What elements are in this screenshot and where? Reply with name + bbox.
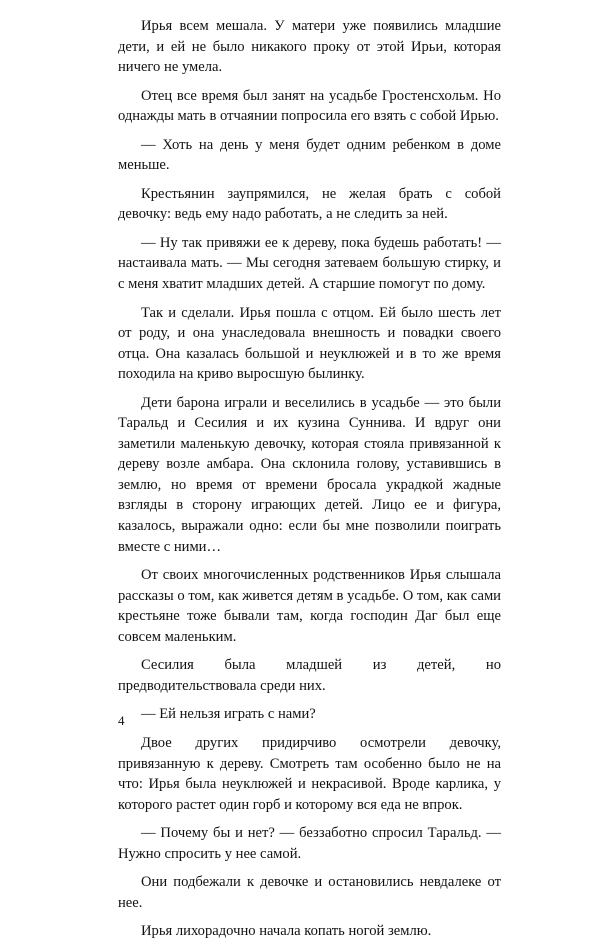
paragraph-6: Так и сделали. Ирья пошла с отцом. Ей было шесть лет от роду, и она унаследовала внешность и повадки своего отца. Она казалась большой и неуклюжей и в то же время походила на криво выросшую былинку. (118, 304, 501, 383)
paragraph-13: Они подбежали к девочке и остановились невдалеке от нее. (118, 874, 501, 911)
paragraph-7: Дети барона играли и веселились в усадьбе — это были Таральд и Сесилия и их кузина Суннива. И вдруг они заметили маленькую девочку, которая стояла привязанной к дереву возле амбара. Она склонила голову, уставившись в землю, но время от времени бросала украдкой жадные взгляды в сторону играющих детей. Лицо ее и фигура, казалось, выражали одно: если бы мне позволили поиграть вместе с ними… (118, 394, 501, 555)
paragraph-9: Сесилия была младшей из детей, но предводительствовала среди них. (118, 657, 501, 694)
paragraph-1: Ирья всем мешала. У матери уже появились младшие дети, и ей не было никакого проку от этой Ирьи, которая ничего не умела. (118, 18, 501, 76)
paragraph-2: Отец все время был занят на усадьбе Гростенсхольм. Но однажды мать в отчаянии попросила его взять с собой Ирью. (118, 87, 501, 125)
paragraph-12: — Почему бы и нет? — беззаботно спросил Таральд. — Нужно спросить у нее самой. (118, 825, 501, 862)
paragraph-5: — Ну так привяжи ее к дереву, пока будешь работать! — настаивала мать. — Мы сегодня затеваем большую стирку, и с меня хватит младших детей. А старшие помогут по дому. (118, 234, 501, 293)
paragraph-10: — Ей нельзя играть с нами? (141, 706, 316, 723)
paragraph-11: Двое других придирчиво осмотрели девочку, привязанную к дереву. Смотреть там особенно было не на что: Ирья была неуклюжей и некрасивой. Вроде карлика, у которого растет один горб и которому вся еда не впрок. (118, 734, 501, 813)
page-number: 4 (118, 713, 125, 728)
paragraph-14: Ирья лихорадочно начала копать ногой землю. (141, 923, 432, 940)
body-text (118, 16, 501, 942)
paragraph-3: — Хоть на день у меня будет одним ребенком в доме меньше. (118, 136, 501, 174)
paragraph-8: От своих многочисленных родственников Ирья слышала рассказы о том, как живется детям в усадьбе. О том, как сами крестьяне тоже бывали там, когда господин Даг был еще совсем маленьким. (118, 567, 501, 645)
paragraph-4: Крестьянин заупрямился, не желая брать с собой девочку: ведь ему надо работать, а не следить за ней. (118, 185, 501, 223)
